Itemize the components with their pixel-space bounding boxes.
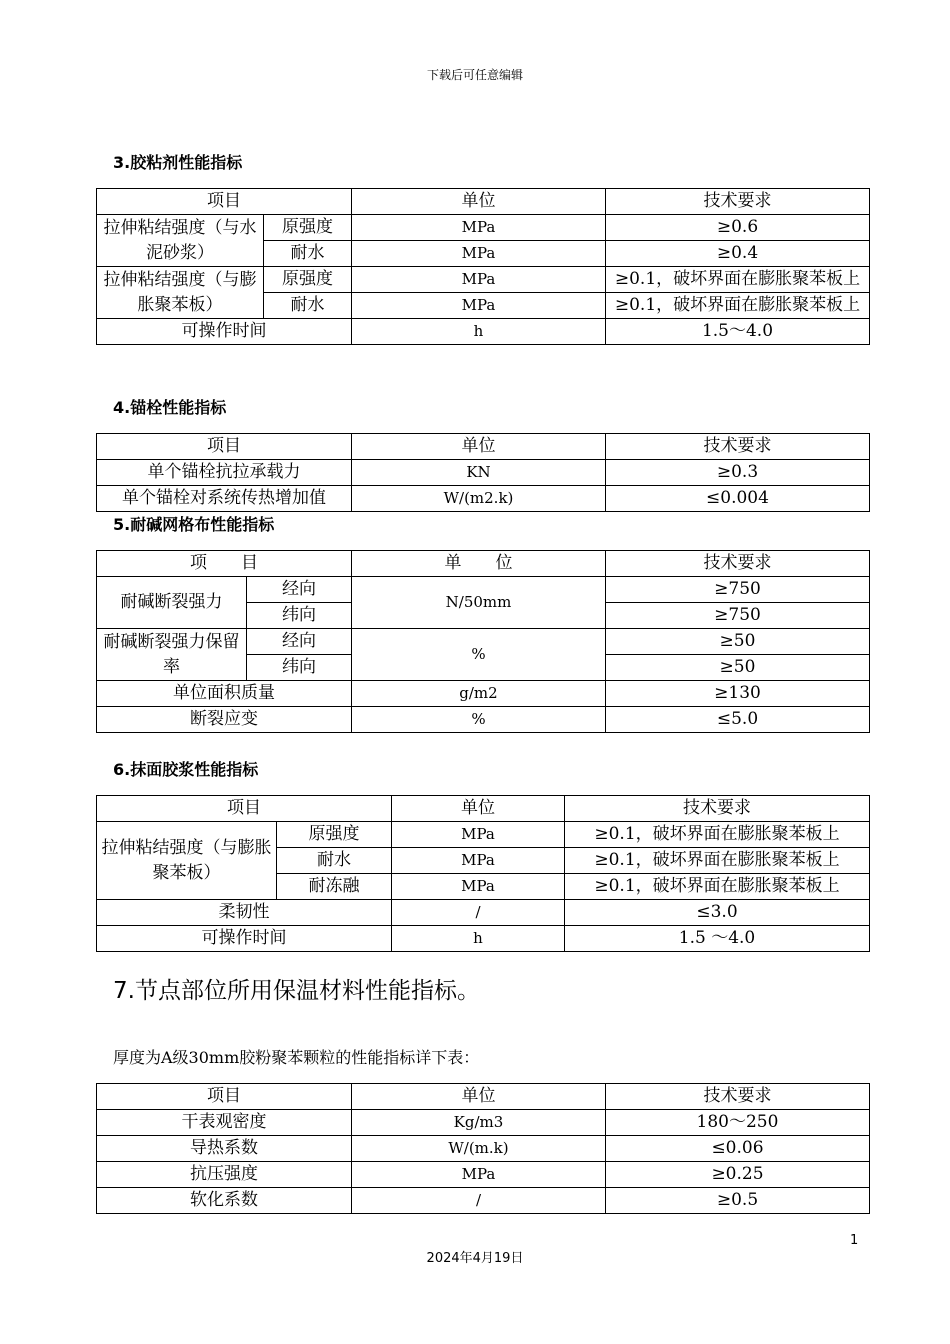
requirement-cell: ≥50 [606, 629, 870, 655]
row-group-label: 耐碱断裂强力保留率 [97, 629, 247, 681]
item-cell: 柔韧性 [97, 900, 392, 926]
section-5-title: 5.耐碱网格布性能指标 [113, 515, 275, 534]
plaster-table [96, 795, 870, 952]
requirement-cell: ≥50 [606, 655, 870, 681]
header-cell: 单位 [352, 434, 606, 460]
item-cell: 抗压强度 [97, 1162, 352, 1188]
item-cell: 单个锚栓对系统传热增加值 [97, 486, 352, 512]
item-cell: 单位面积质量 [97, 681, 352, 707]
sub-item: 原强度 [264, 267, 352, 293]
requirement-cell: ≥0.1，破坏界面在膨胀聚苯板上 [565, 874, 870, 900]
header-cell: 项 目 [97, 551, 352, 577]
page-header: 下载后可任意编辑 [426, 68, 523, 82]
requirement-cell: ≥0.1，破坏界面在膨胀聚苯板上 [606, 267, 870, 293]
unit-cell: W/(m.k) [352, 1136, 606, 1162]
requirement-cell: ≥0.1，破坏界面在膨胀聚苯板上 [606, 293, 870, 319]
requirement-cell: ≤5.0 [606, 707, 870, 733]
unit-cell: Kg/m3 [352, 1110, 606, 1136]
unit-cell: h [352, 319, 606, 345]
table-header-row [97, 189, 870, 215]
sub-item: 纬向 [247, 603, 352, 629]
adhesive-table [96, 188, 870, 345]
table-row [97, 267, 870, 293]
unit-cell: / [392, 900, 565, 926]
header-cell: 项目 [97, 434, 352, 460]
unit-cell: g/m2 [352, 681, 606, 707]
unit-cell: W/(m2.k) [352, 486, 606, 512]
insulation-table [96, 1083, 870, 1214]
table-row [97, 460, 870, 486]
footer-date: 2024年4月19日 [426, 1251, 524, 1266]
table-row [97, 707, 870, 733]
table-row [97, 681, 870, 707]
sub-item: 耐水 [264, 241, 352, 267]
requirement-cell: ≥0.25 [606, 1162, 870, 1188]
requirement-cell: ≤0.06 [606, 1136, 870, 1162]
row-group-label: 耐碱断裂强力 [97, 577, 247, 629]
table-row [97, 900, 870, 926]
requirement-cell: ≥750 [606, 577, 870, 603]
item-cell: 可操作时间 [97, 319, 352, 345]
page-number: 1 [850, 1233, 859, 1248]
header-cell: 单位 [352, 189, 606, 215]
header-cell: 技术要求 [565, 796, 870, 822]
unit-cell: MPa [352, 1162, 606, 1188]
requirement-cell: ≤0.004 [606, 486, 870, 512]
unit-cell: N/50mm [352, 577, 606, 629]
unit-cell: / [352, 1188, 606, 1214]
unit-cell: MPa [352, 267, 606, 293]
header-cell: 单 位 [352, 551, 606, 577]
unit-cell: MPa [392, 848, 565, 874]
header-cell: 技术要求 [606, 551, 870, 577]
sub-item: 耐水 [264, 293, 352, 319]
item-cell: 干表观密度 [97, 1110, 352, 1136]
row-group-label: 拉伸粘结强度（与水泥砂浆） [97, 215, 264, 267]
header-cell: 项目 [97, 1084, 352, 1110]
sub-item: 经向 [247, 629, 352, 655]
sub-item: 耐水 [277, 848, 392, 874]
sub-item: 原强度 [277, 822, 392, 848]
requirement-cell: ≥0.3 [606, 460, 870, 486]
requirement-cell: ≥0.1，破坏界面在膨胀聚苯板上 [565, 822, 870, 848]
item-cell: 导热系数 [97, 1136, 352, 1162]
requirement-cell: ≥130 [606, 681, 870, 707]
row-group-label: 拉伸粘结强度（与膨胀聚苯板） [97, 822, 277, 900]
table-header-row [97, 434, 870, 460]
table-header-row [97, 1084, 870, 1110]
requirement-cell: 180～250 [606, 1110, 870, 1136]
requirement-cell: ≥0.5 [606, 1188, 870, 1214]
requirement-cell: ≤3.0 [565, 900, 870, 926]
anchor-table [96, 433, 870, 512]
sub-item: 纬向 [247, 655, 352, 681]
table-row [97, 822, 870, 848]
table-header-row [97, 551, 870, 577]
table-row [97, 215, 870, 241]
header-cell: 技术要求 [606, 1084, 870, 1110]
requirement-cell: 1.5～4.0 [606, 319, 870, 345]
requirement-cell: ≥0.4 [606, 241, 870, 267]
unit-cell: MPa [392, 822, 565, 848]
header-cell: 项目 [97, 796, 392, 822]
section-4-title: 4.锚栓性能指标 [113, 398, 227, 417]
unit-cell: % [352, 707, 606, 733]
row-group-label: 拉伸粘结强度（与膨胀聚苯板） [97, 267, 264, 319]
table-row [97, 486, 870, 512]
table-header-row [97, 796, 870, 822]
table-row [97, 629, 870, 655]
header-cell: 项目 [97, 189, 352, 215]
mesh-table [96, 550, 870, 733]
table-row [97, 319, 870, 345]
header-cell: 单位 [352, 1084, 606, 1110]
table-row [97, 1188, 870, 1214]
header-cell: 单位 [392, 796, 565, 822]
item-cell: 软化系数 [97, 1188, 352, 1214]
table-row [97, 1136, 870, 1162]
requirement-cell: ≥0.1，破坏界面在膨胀聚苯板上 [565, 848, 870, 874]
section-7-intro: 厚度为A级30mm胶粉聚苯颗粒的性能指标详下表： [113, 1048, 480, 1067]
sub-item: 经向 [247, 577, 352, 603]
header-cell: 技术要求 [606, 189, 870, 215]
table-row [97, 926, 870, 952]
item-cell: 可操作时间 [97, 926, 392, 952]
sub-item: 原强度 [264, 215, 352, 241]
section-3-title: 3.胶粘剂性能指标 [113, 153, 243, 172]
unit-cell: % [352, 629, 606, 681]
sub-item: 耐冻融 [277, 874, 392, 900]
requirement-cell: ≥750 [606, 603, 870, 629]
table-row [97, 1110, 870, 1136]
header-cell: 技术要求 [606, 434, 870, 460]
requirement-cell: 1.5 ～4.0 [565, 926, 870, 952]
section-6-title: 6.抹面胶浆性能指标 [113, 760, 259, 779]
item-cell: 断裂应变 [97, 707, 352, 733]
item-cell: 单个锚栓抗拉承载力 [97, 460, 352, 486]
unit-cell: MPa [392, 874, 565, 900]
unit-cell: MPa [352, 215, 606, 241]
unit-cell: MPa [352, 293, 606, 319]
table-row [97, 577, 870, 603]
unit-cell: h [392, 926, 565, 952]
unit-cell: KN [352, 460, 606, 486]
unit-cell: MPa [352, 241, 606, 267]
section-7-title: 7.节点部位所用保温材料性能指标。 [113, 978, 480, 1004]
requirement-cell: ≥0.6 [606, 215, 870, 241]
table-row [97, 1162, 870, 1188]
